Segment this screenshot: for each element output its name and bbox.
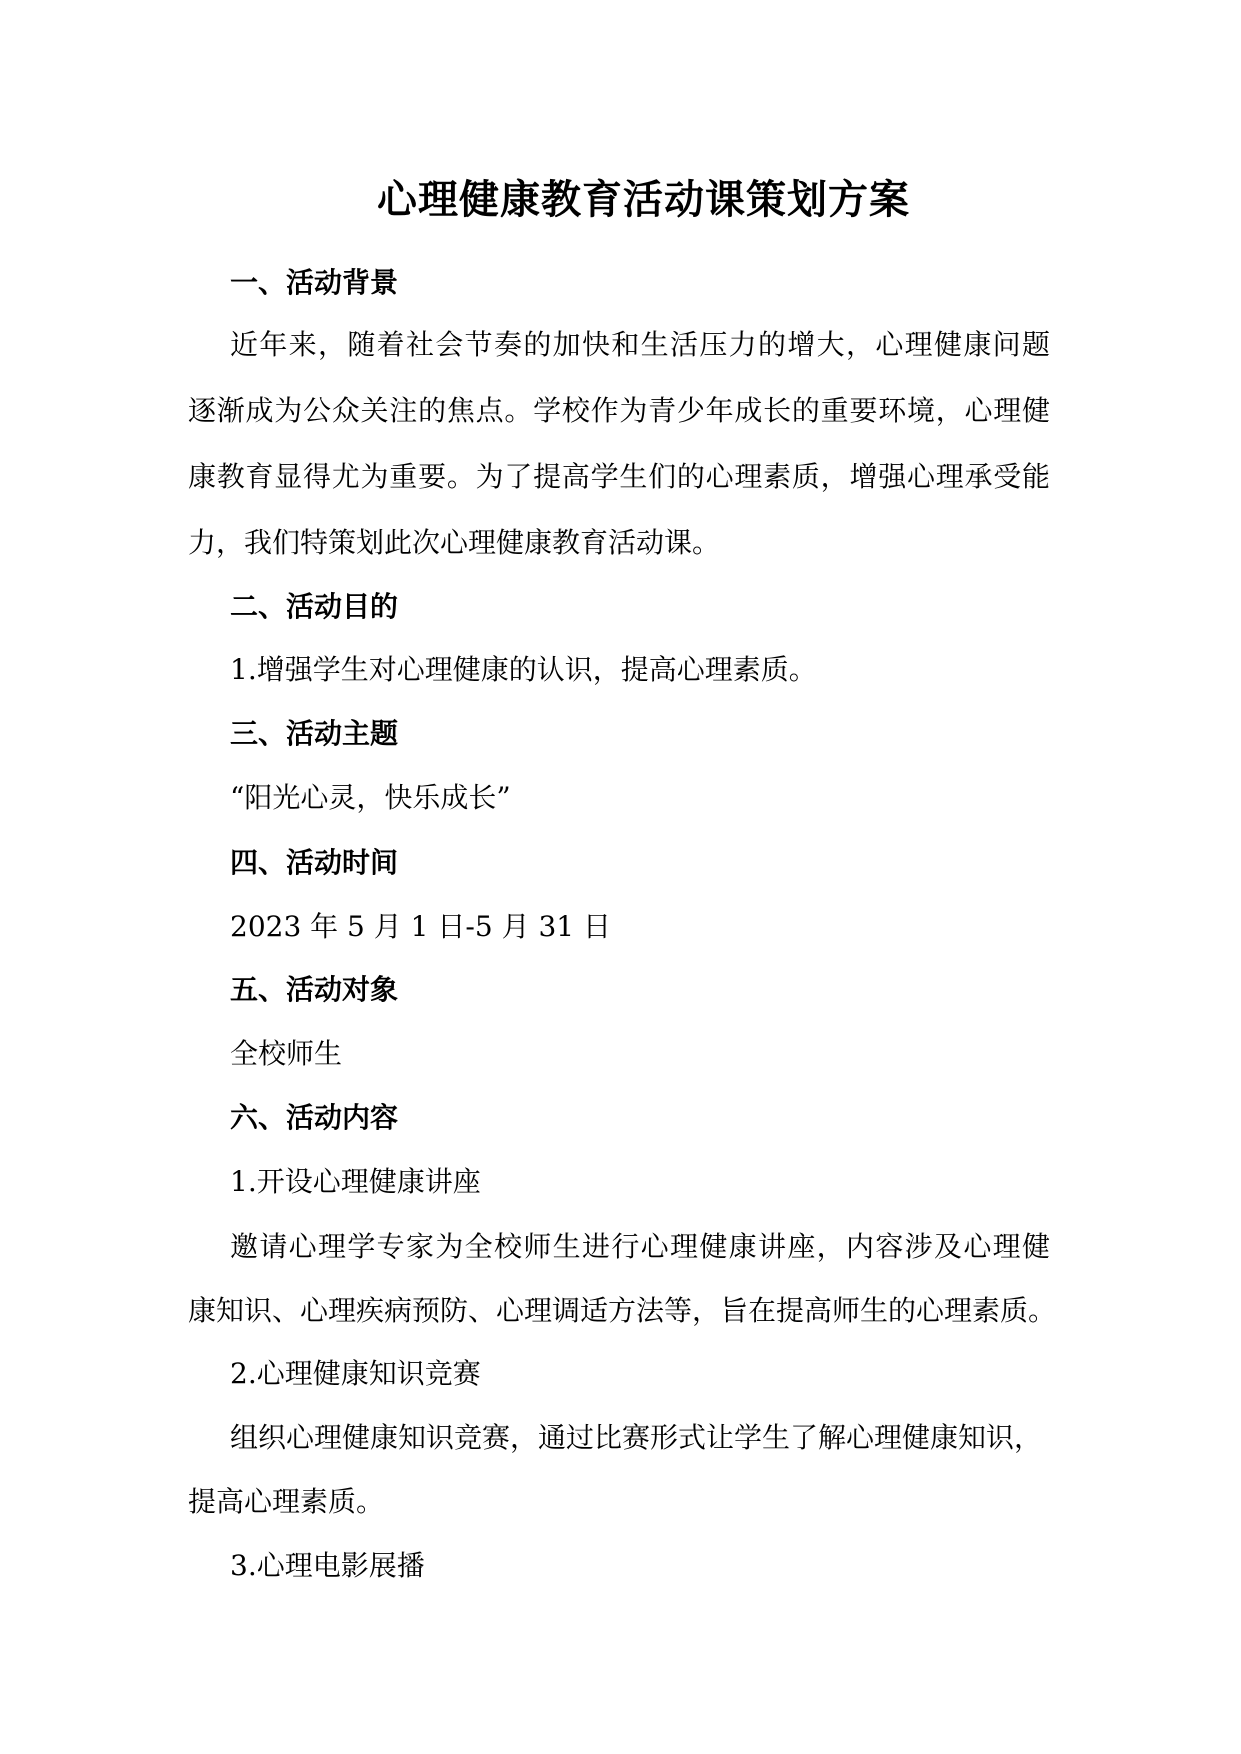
section-heading-content: 六、活动内容 xyxy=(230,1101,399,1134)
document-title: 心理健康教育活动课策划方案 xyxy=(377,177,910,223)
paragraph-line: 力，我们特策划此次心理健康教育活动课。 xyxy=(188,526,721,559)
target-text: 全校师生 xyxy=(230,1037,343,1070)
subsection-title: 2.心理健康知识竞赛 xyxy=(230,1357,481,1390)
section-heading-purpose: 二、活动目的 xyxy=(230,590,399,623)
section-heading-target: 五、活动对象 xyxy=(230,973,399,1006)
paragraph-line: 近年来，随着社会节奏的加快和生活压力的增大，心理健康问题 xyxy=(230,328,1050,361)
section-heading-theme: 三、活动主题 xyxy=(230,717,399,750)
theme-text: “阳光心灵，快乐成长” xyxy=(230,781,511,814)
paragraph-line: 逐渐成为公众关注的焦点。学校作为青少年成长的重要环境，心理健 xyxy=(188,394,1050,427)
section-heading-background: 一、活动背景 xyxy=(230,266,399,299)
subsection-title: 1.开设心理健康讲座 xyxy=(230,1165,481,1198)
paragraph-line: 提高心理素质。 xyxy=(188,1485,385,1518)
paragraph-line: 邀请心理学专家为全校师生进行心理健康讲座，内容涉及心理健 xyxy=(230,1230,1050,1263)
section-heading-time: 四、活动时间 xyxy=(230,846,399,879)
subsection-title: 3.心理电影展播 xyxy=(230,1549,425,1582)
paragraph-line: 康知识、心理疾病预防、心理调适方法等，旨在提高师生的心理素质。 xyxy=(188,1294,1057,1327)
paragraph-line: 组织心理健康知识竞赛，通过比赛形式让学生了解心理健康知识， xyxy=(230,1421,1043,1454)
list-item: 1.增强学生对心理健康的认识，提高心理素质。 xyxy=(230,653,817,686)
paragraph-line: 康教育显得尤为重要。为了提高学生们的心理素质，增强心理承受能 xyxy=(188,460,1050,493)
time-text: 2023 年 5 月 1 日-5 月 31 日 xyxy=(230,910,611,943)
